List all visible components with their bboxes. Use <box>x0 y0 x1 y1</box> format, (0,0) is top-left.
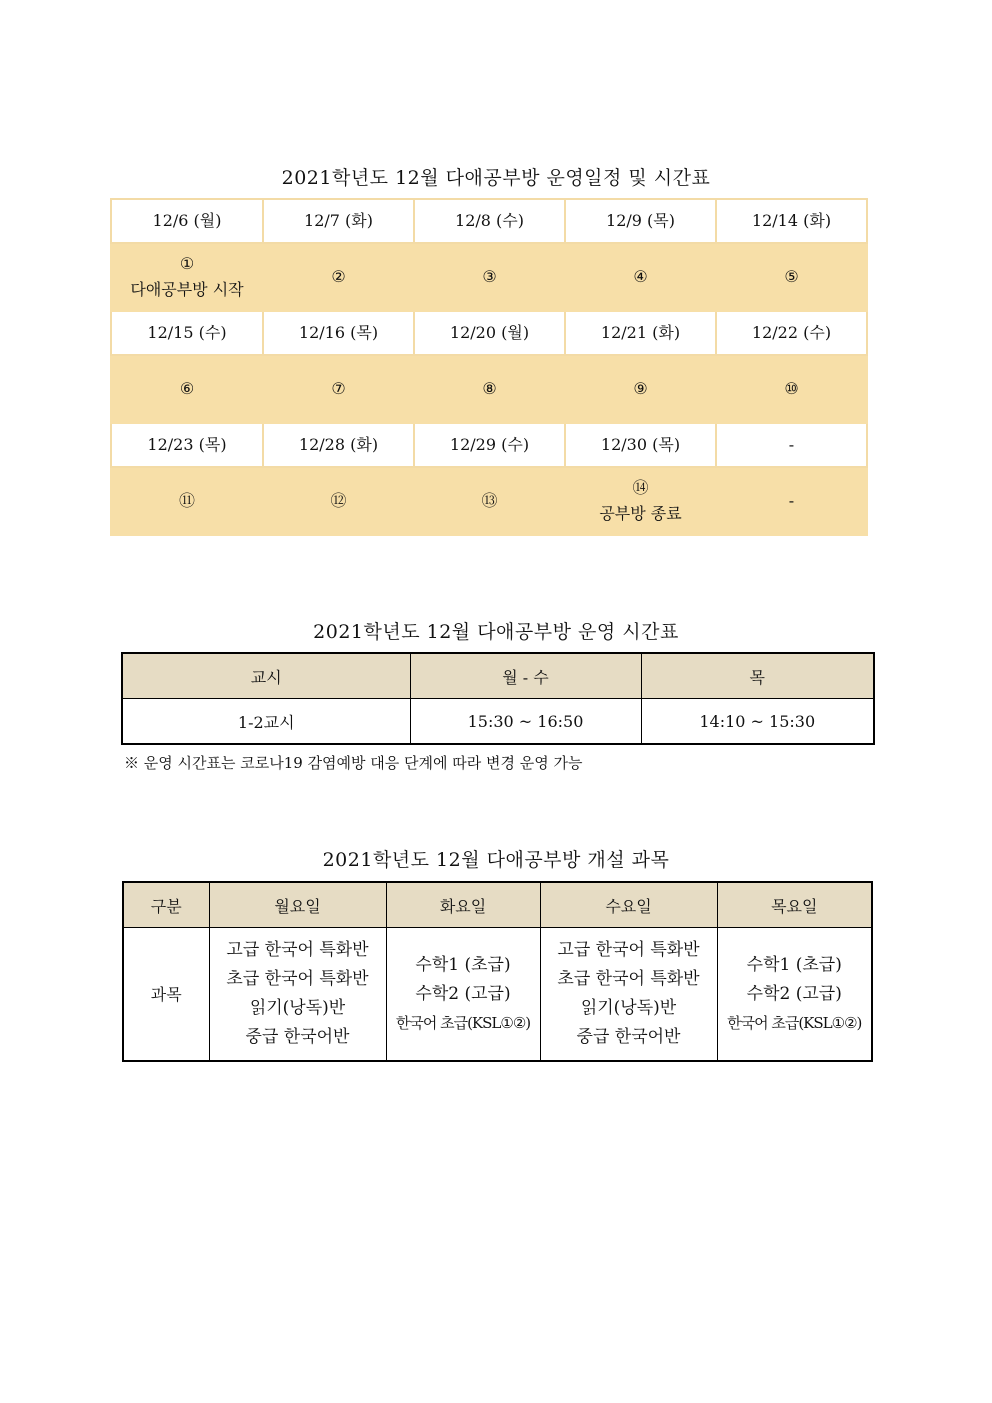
courses-title: 2021학년도 12월 다애공부방 개설 과목 <box>322 849 670 871</box>
schedule-date-cell: 12/30 (목) <box>565 423 716 467</box>
schedule-session-cell <box>111 467 263 535</box>
schedule-date-cell: 12/15 (수) <box>111 311 263 355</box>
schedule-session-cell <box>263 467 414 535</box>
schedule-session-cell <box>263 243 414 311</box>
schedule-session-cell <box>565 467 716 535</box>
schedule-date-cell: 12/6 (월) <box>111 199 263 243</box>
course-item: 중급 한국어반 <box>245 1027 350 1047</box>
course-item: 초급 한국어 특화반 <box>557 969 700 989</box>
courses-header-cell: 월요일 <box>209 882 386 928</box>
timetable-row <box>122 699 874 745</box>
schedule-date-cell: 12/14 (화) <box>716 199 867 243</box>
courses-header-row <box>123 882 872 928</box>
timetable-header-cell: 목 <box>641 653 874 699</box>
courses-thursday-cell <box>717 928 872 1062</box>
schedule-date-cell: 12/16 (목) <box>263 311 414 355</box>
courses-header-cell: 구분 <box>123 882 209 928</box>
schedule-session-cell <box>565 355 716 423</box>
schedule-session-cell <box>716 243 867 311</box>
course-item: 중급 한국어반 <box>576 1027 681 1047</box>
session-number: - <box>788 491 795 510</box>
schedule-date-row <box>111 311 867 355</box>
courses-header-cell: 수요일 <box>540 882 717 928</box>
course-item: 초급 한국어 특화반 <box>226 969 369 989</box>
schedule-date-cell: 12/20 (월) <box>414 311 565 355</box>
schedule-date-cell: - <box>716 423 867 467</box>
timetable-cell: 15:30 ~ 16:50 <box>410 699 641 745</box>
course-item: 읽기(낭독)반 <box>249 998 346 1018</box>
schedule-table <box>110 198 868 536</box>
schedule-date-cell: 12/21 (화) <box>565 311 716 355</box>
course-item: 수학2 (고급) <box>746 983 842 1004</box>
session-number: ③ <box>482 267 497 286</box>
schedule-session-row <box>111 355 867 423</box>
courses-row-label: 과목 <box>123 928 209 1062</box>
course-item: 수학2 (고급) <box>415 983 511 1004</box>
schedule-date-cell: 12/7 (화) <box>263 199 414 243</box>
courses-header-cell: 목요일 <box>717 882 872 928</box>
course-item: 한국어 초급(KSL①②) <box>395 1013 531 1032</box>
session-note: 공부방 종료 <box>599 504 682 523</box>
schedule-session-cell <box>716 467 867 535</box>
course-item: 수학1 (초급) <box>746 954 842 975</box>
course-item: 고급 한국어 특화반 <box>226 940 369 960</box>
courses-tuesday-cell <box>386 928 540 1062</box>
schedule-date-row <box>111 199 867 243</box>
course-item: 한국어 초급(KSL①②) <box>727 1013 862 1032</box>
schedule-date-row <box>111 423 867 467</box>
course-item: 읽기(낭독)반 <box>580 998 677 1018</box>
session-number: ⑧ <box>482 379 497 398</box>
schedule-date-cell: 12/28 (화) <box>263 423 414 467</box>
schedule-session-cell <box>111 243 263 311</box>
schedule-date-cell: 12/22 (수) <box>716 311 867 355</box>
schedule-date-cell: 12/29 (수) <box>414 423 565 467</box>
session-number: ② <box>331 267 346 286</box>
schedule-date-cell: 12/23 (목) <box>111 423 263 467</box>
session-number: ⑥ <box>179 379 195 398</box>
session-number: ⑭ <box>632 478 649 497</box>
courses-wednesday-cell <box>540 928 717 1062</box>
schedule-date-cell: 12/8 (수) <box>414 199 565 243</box>
schedule-session-cell <box>263 355 414 423</box>
schedule-session-row <box>111 467 867 535</box>
courses-table <box>122 881 873 1062</box>
timetable-cell: 1-2교시 <box>122 699 410 745</box>
session-note: 다애공부방 시작 <box>130 280 244 299</box>
timetable-title: 2021학년도 12월 다애공부방 운영 시간표 <box>313 621 679 643</box>
schedule-session-cell <box>414 355 565 423</box>
session-number: ⑨ <box>633 379 648 398</box>
session-number: ⑫ <box>330 491 347 510</box>
session-number: ⑤ <box>784 267 799 286</box>
timetable-header-row <box>122 653 874 699</box>
courses-monday-cell <box>209 928 386 1062</box>
schedule-session-row <box>111 243 867 311</box>
timetable-cell: 14:10 ~ 15:30 <box>641 699 874 745</box>
session-number: ① <box>179 254 195 273</box>
schedule-title: 2021학년도 12월 다애공부방 운영일정 및 시간표 <box>281 167 711 189</box>
schedule-session-cell <box>716 355 867 423</box>
schedule-session-cell <box>414 243 565 311</box>
timetable-table <box>121 652 875 745</box>
session-number: ⑬ <box>481 491 498 510</box>
timetable-header-cell: 교시 <box>122 653 410 699</box>
session-number: ⑩ <box>784 379 799 398</box>
timetable-header-cell: 월 - 수 <box>410 653 641 699</box>
session-number: ⑪ <box>178 491 195 510</box>
course-item: 수학1 (초급) <box>415 954 511 975</box>
schedule-session-cell <box>111 355 263 423</box>
courses-row <box>123 928 872 1062</box>
timetable-note: ※ 운영 시간표는 코로나19 감염예방 대응 단계에 따라 변경 운영 가능 <box>124 754 583 772</box>
schedule-session-cell <box>414 467 565 535</box>
session-number: ④ <box>633 267 648 286</box>
session-number: ⑦ <box>331 379 346 398</box>
schedule-date-cell: 12/9 (목) <box>565 199 716 243</box>
courses-header-cell: 화요일 <box>386 882 540 928</box>
course-item: 고급 한국어 특화반 <box>557 940 700 960</box>
schedule-session-cell <box>565 243 716 311</box>
